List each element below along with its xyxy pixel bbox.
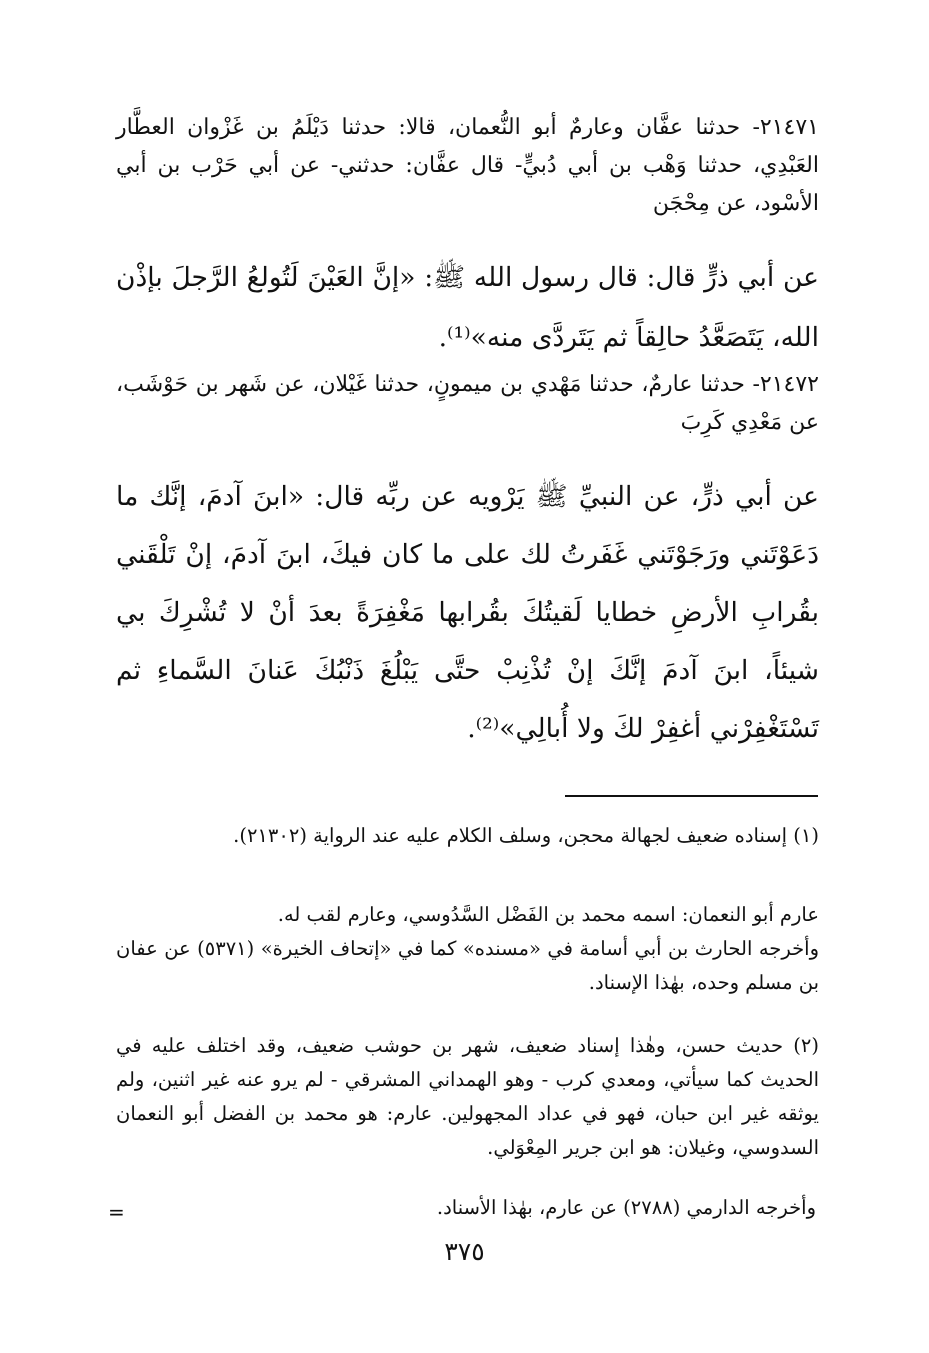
footnote-separator: [565, 795, 818, 797]
footnote-1: (١) إسناده ضعيف لجهالة محجن، وسلف الكلام عليه عند الرواية (٢١٣٠٢).: [233, 824, 819, 847]
hadith-21472-isnad: ٢١٤٧٢- حدثنا عارمٌ، حدثنا مَهْدي بن ميمونٍ، حدثنا غَيْلان، عن شَهر بن حَوْشَب، عن مَعْدِي كَرِبَ: [116, 372, 819, 435]
footnote-1-takhrij: وأخرجه الحارث بن أبي أسامة في «مسنده» كما في «إتحاف الخيرة» (٥٣٧١) عن عفان بن مسلم وحده، بهٰذا الإسناد.: [116, 937, 819, 994]
footnote-1-narrator-note: عارم أبو النعمان: اسمه محمد بن الفَضْل السَّدُوسي، وعارم لقب له.: [277, 903, 819, 926]
hadith-21471-isnad: ٢١٤٧١- حدثنا عفَّان وعارمٌ أبو النُّعمان، قالا: حدثنا دَيْلَمُ بن غَزْوان العطَّار العَبْدِي، حدثنا وَهْب بن أبي دُبيٍّ- قال عفَّان: حدثني- عن أبي حَرْب بن أبي الأسْود، عن مِحْجَن: [116, 115, 819, 216]
footnote-2: (٢) حديث حسن، وهٰذا إسناد ضعيف، شهر بن حوشب ضعيف، وقد اختلف عليه في الحديث كما سيأتي، ومعدي كرب - وهو الهمداني المشرقي - لم يرو عنه غير اثنين، ولم يوثقه غير ابن حبان، فهو في عداد المجهولين. عارم: هو محمد بن الفضل أبو النعمان السدوسي، وغيلان: هو ابن جرير المِعْوَلي.: [116, 1034, 819, 1159]
footnote-2-takhrij: وأخرجه الدارمي (٢٧٨٨) عن عارم، بهٰذا الأسناد.: [436, 1196, 816, 1219]
hadith-21472-text: عن أبي ذرٍّ، عن النبيِّ ﷺ يَرْويه عن ربِّه قال: «ابنَ آدمَ، إنَّك ما دَعَوْتَني ورَجَوْتَني غَفَرتُ لك على ما كان فيكَ، ابنَ آدمَ، إنْ تَلْقَني بقُرابِ الأرضِ خطايا لَقيتُكَ بقُرابها مَغْفِرَةً بعدَ أنْ لا تُشْرِكَ بي شيئاً، ابنَ آدمَ إنَّكَ إنْ تُذْنِبْ حتَّى يَبْلُغَ ذَنْبُكَ عَنانَ السَّماءِ ثم تَسْتَغْفِرْني أغفِرْ لكَ ولا أُبالِي»⁽²⁾.: [116, 481, 819, 744]
hadith-21471-text: عن أبي ذرٍّ قال: قال رسول الله ﷺ: «إنَّ العَيْنَ لَتُولعُ الرَّجلَ بإذْن الله، يَتَصَعَّدُ حالِقاً ثم يَتَردَّى منه»⁽¹⁾.: [116, 262, 819, 353]
continuation-mark: =: [108, 1200, 125, 1224]
page-number: ٣٧٥: [444, 1237, 485, 1266]
